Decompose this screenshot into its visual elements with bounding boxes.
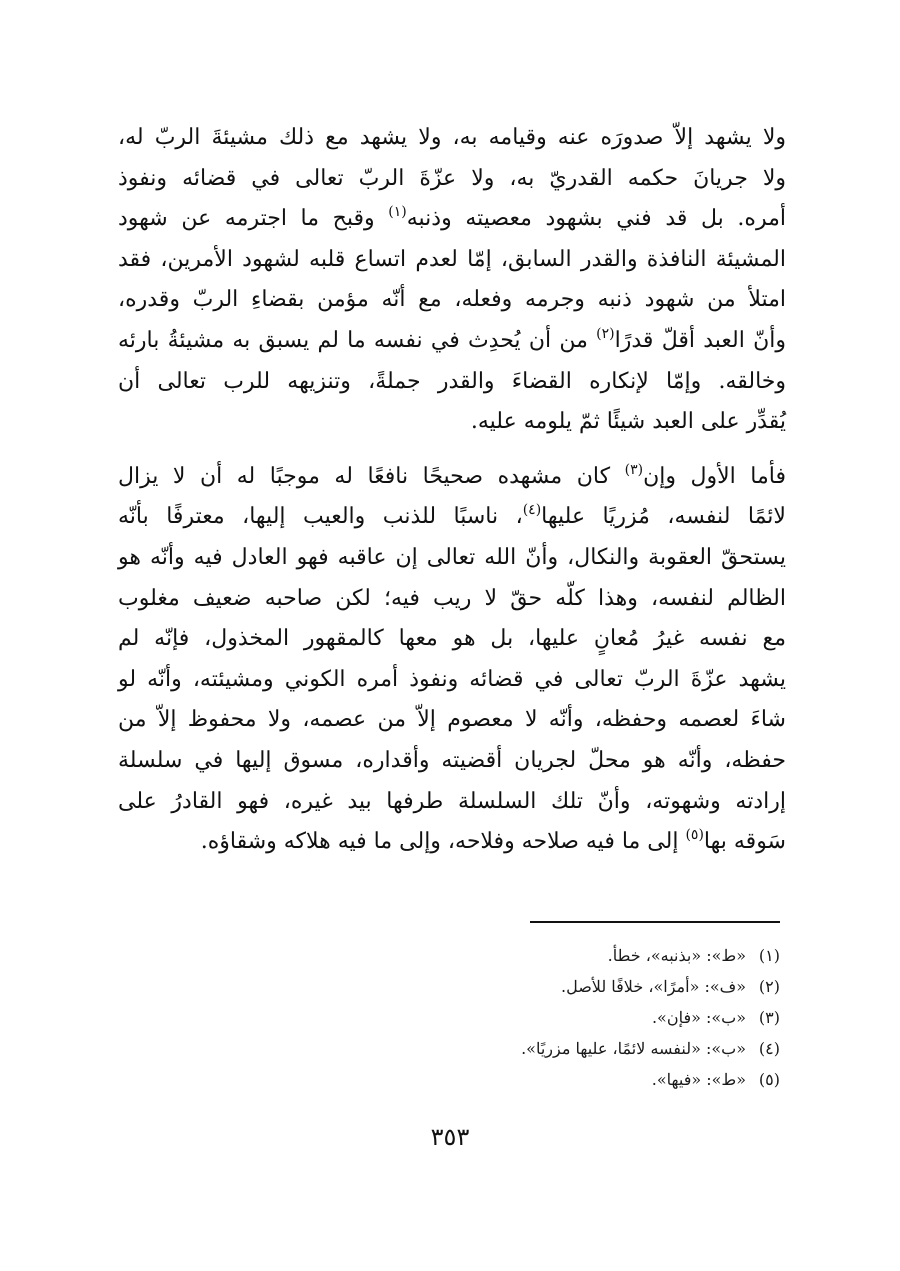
- text-line: [118, 497, 786, 538]
- footnote: [300, 971, 780, 1002]
- text-line: [118, 402, 786, 443]
- text-line: [118, 159, 786, 200]
- paragraph-2: [118, 457, 786, 863]
- text-line: [118, 240, 786, 281]
- line-text: المشيئة النافذة والقدر السابق، إمّا لعدم اتساع قلبه لشهود الأمرين، فقد: [118, 246, 786, 272]
- text-line: [118, 619, 786, 660]
- footnote-reference[interactable]: (٢): [596, 325, 615, 342]
- footnote-reference[interactable]: (٣): [624, 461, 644, 478]
- paragraph-1: [118, 118, 786, 443]
- footnote-reference[interactable]: (١): [388, 204, 407, 221]
- text-line: [118, 700, 786, 741]
- footnote: [300, 1033, 780, 1064]
- footnote-text: «ف»: «أمرًا»، خلافًا للأصل.: [560, 977, 746, 996]
- line-text: شاءَ لعصمه وحفظه، وأنّه لا معصوم إلاّ من عصمه، ولا محفوظ إلاّ من: [118, 707, 786, 733]
- text-line: [118, 782, 786, 823]
- page-number: ٣٥٣: [430, 1123, 470, 1151]
- line-text: الظالم لنفسه، وهذا كلّه حقّ لا ريب فيه؛ لكن صاحبه ضعيف مغلوب: [118, 585, 787, 611]
- line-text: وخالقه. وإمّا لإنكاره القضاءَ والقدر جملةً، وتنزيهه للرب تعالى أن: [118, 368, 786, 394]
- main-text: [118, 118, 786, 863]
- line-text: يشهد عزّةَ الربّ تعالى في قضائه ونفوذ أمره الكوني ومشيئته، وأنّه لو: [118, 666, 786, 692]
- footnote: [300, 1064, 780, 1095]
- line-text: فأما الأول وإن: [643, 463, 787, 489]
- line-text: وأنّ العبد أقلّ قدرًا: [614, 327, 787, 353]
- footnote-separator: [530, 921, 780, 923]
- text-line: [118, 321, 786, 362]
- footnote: [300, 940, 780, 971]
- text-line: [118, 579, 786, 620]
- line-text: كان مشهده صحيحًا نافعًا له موجبًا له أن لا يزال: [118, 463, 625, 489]
- text-line: [118, 741, 786, 782]
- line-text: ولا يشهد إلاّ صدورَه عنه وقيامه به، ولا يشهد مع ذلك مشيئةَ الربّ له،: [118, 125, 786, 150]
- line-text: امتلأ من شهود ذنبه وجرمه وفعله، مع أنّه مؤمن بقضاءِ الربّ وقدره،: [118, 287, 786, 313]
- line-text: سَوقه بها: [703, 829, 786, 855]
- footnote-number: (١): [758, 946, 780, 965]
- footnote-text: «ب»: «فإن».: [651, 1008, 746, 1027]
- footnotes: [300, 940, 780, 1095]
- line-text: أمره. بل قد فني بشهود معصيته وذنبه: [406, 206, 786, 232]
- line-text: إلى ما فيه صلاحه وفلاحه، وإلى ما فيه هلاكه وشقاؤه.: [200, 829, 686, 855]
- text-line: [118, 538, 786, 579]
- line-text: يُقدِّر على العبد شيئًا ثمّ يلومه عليه.: [470, 409, 786, 435]
- footnote-reference[interactable]: (٥): [685, 827, 704, 844]
- footnote-number: (٣): [758, 1008, 780, 1027]
- line-text: مع نفسه غيرُ مُعانٍ عليها، بل هو معها كالمقهور المخذول، فإنّه لم: [118, 626, 786, 652]
- line-text: إرادته وشهوته، وأنّ تلك السلسلة طرفها بيد غيره، فهو القادرُ على: [118, 788, 786, 814]
- line-text: حفظه، وأنّه هو محلّ لجريان أقضيته وأقداره، مسوق إليها في سلسلة: [118, 747, 786, 773]
- text-line: [118, 118, 786, 159]
- footnote-text: «ط»: «فيها».: [651, 1070, 746, 1089]
- text-line: [118, 457, 786, 498]
- footnote: [300, 1002, 780, 1033]
- footnote-number: (٤): [758, 1039, 780, 1058]
- footnote-number: (٥): [758, 1070, 780, 1089]
- line-text: ولا جريانَ حكمه القدريّ به، ولا عزّةَ الربّ تعالى في قضائه ونفوذ: [118, 165, 786, 191]
- text-line: [118, 660, 786, 701]
- text-line: [118, 280, 786, 321]
- line-text: يستحقّ العقوبة والنكال، وأنّ الله تعالى إن عاقبه فهو العادل فيه وأنّه هو: [118, 544, 786, 570]
- text-line: [118, 199, 786, 240]
- line-text: ، ناسبًا للذنب والعيب إليها، معترفًا بأنّه: [118, 504, 523, 530]
- text-line: [118, 362, 786, 403]
- footnote-text: «ط»: «بذنبه»، خطأ.: [607, 946, 746, 965]
- line-text: لائمًا لنفسه، مُزريًا عليها: [541, 504, 786, 530]
- footnote-text: «ب»: «لنفسه لائمًا، عليها مزريًا».: [521, 1039, 746, 1058]
- line-text: وقبح ما اجترمه عن شهود: [118, 206, 389, 232]
- footnote-reference[interactable]: (٤): [522, 502, 542, 519]
- line-text: من أن يُحدِث في نفسه ما لم يسبق به مشيئةُ بارئه: [118, 327, 597, 353]
- text-line: [118, 822, 786, 863]
- footnote-number: (٢): [758, 977, 780, 996]
